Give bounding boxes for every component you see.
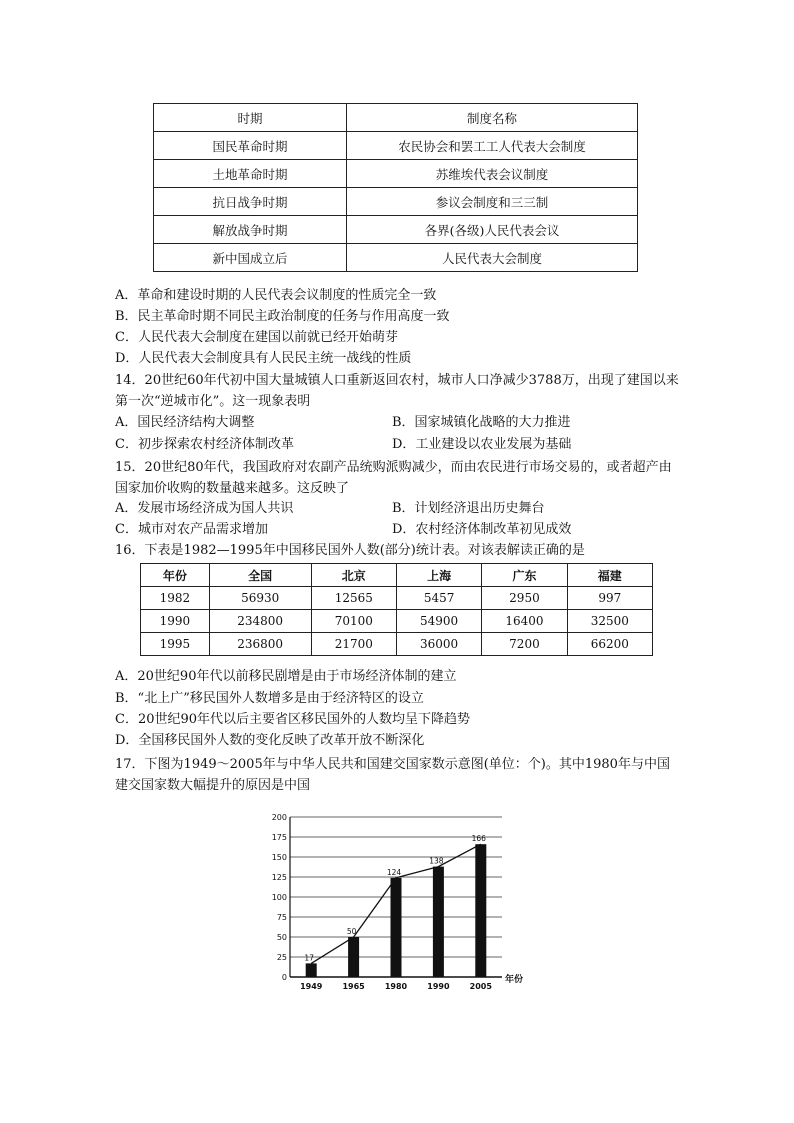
table-header-cell: 广东 [482, 564, 567, 587]
table-cell: 236800 [209, 633, 311, 656]
y-tick-label: 175 [271, 833, 287, 842]
x-tick-label: 1965 [342, 982, 365, 991]
y-tick-label: 50 [276, 933, 287, 942]
bar-1965 [348, 937, 359, 977]
bar-1990 [433, 867, 444, 977]
table-cell: 1990 [141, 610, 210, 633]
q17-stem: 17．下图为1949～2005年与中华人民共和国建交国家数示意图(单位：个)。其中1980年与中国建交国家数大幅提升的原因是中国 [115, 757, 670, 793]
table-cell: 234800 [209, 610, 311, 633]
table-header-cell: 全国 [209, 564, 311, 587]
table-cell: 土地革命时期 [154, 160, 347, 188]
y-tick-label: 150 [271, 853, 287, 862]
table-cell: 解放战争时期 [154, 216, 347, 244]
table-row [154, 132, 638, 160]
diplomatic-relations-chart [262, 808, 542, 998]
y-axis-ticks [272, 813, 287, 982]
table-cell: 56930 [209, 587, 311, 610]
q16-option-c[interactable]: C．20世纪90年代以后主要省区移民国外的人数均呈下降趋势 [115, 712, 471, 727]
q14-stem: 14．20世纪60年代初中国大量城镇人口重新返回农村，城市人口净减少3788万，出现了建国以来第一次“逆城市化”。这一现象表明 [115, 373, 679, 409]
table-row [154, 244, 638, 272]
x-axis-label: 年份 [505, 975, 524, 985]
table-row [141, 610, 653, 633]
table-cell: 5457 [396, 587, 481, 610]
q14-option-b[interactable]: B．国家城镇化战略的大力推进 [392, 415, 571, 430]
table-cell: 1995 [141, 633, 210, 656]
table-row [141, 587, 653, 610]
system-period-table [153, 103, 638, 272]
q16-option-b[interactable]: B．“北上广”移民国外人数增多是由于经济特区的设立 [115, 691, 424, 706]
table-cell: 70100 [311, 610, 396, 633]
table-cell: 人民代表大会制度 [347, 244, 638, 272]
table-cell: 54900 [396, 610, 481, 633]
q15-option-c[interactable]: C．城市对农产品需求增加 [115, 522, 268, 537]
table-header-cell: 福建 [567, 564, 652, 587]
q14-option-a[interactable]: A．国民经济结构大调整 [115, 415, 255, 430]
table-cell: 抗日战争时期 [154, 188, 347, 216]
y-tick-label: 100 [271, 893, 287, 902]
data-label: 50 [346, 927, 357, 936]
table-row [154, 160, 638, 188]
y-tick-label: 0 [281, 973, 287, 982]
data-label: 166 [471, 834, 486, 844]
table-row [141, 633, 653, 656]
table-cell: 16400 [482, 610, 567, 633]
q15-option-d[interactable]: D．农村经济体制改革初见成效 [392, 522, 572, 537]
q13-option-c[interactable]: C．人民代表大会制度在建国以前就已经开始萌芽 [115, 330, 398, 345]
table-header-cell: 上海 [396, 564, 481, 587]
q16-option-a[interactable]: A．20世纪90年代以前移民剧增是由于市场经济体制的建立 [115, 669, 457, 684]
q15-option-a[interactable]: A．发展市场经济成为国人共识 [115, 501, 294, 516]
table-row [154, 188, 638, 216]
table-cell: 国民革命时期 [154, 132, 347, 160]
table-cell: 2950 [482, 587, 567, 610]
table-header-cell: 北京 [311, 564, 396, 587]
q13-option-b[interactable]: B．民主革命时期不同民主政治制度的任务与作用高度一致 [115, 309, 450, 324]
table-cell: 7200 [482, 633, 567, 656]
q15-stem: 15．20世纪80年代，我国政府对农副产品统购派购减少，而由农民进行市场交易的，或者超产由国家加价收购的数量越来越多。这反映了 [115, 460, 672, 496]
q14-option-d[interactable]: D．工业建设以农业发展为基础 [392, 437, 572, 452]
bar-1980 [391, 878, 402, 977]
table-cell: 12565 [311, 587, 396, 610]
bar-2005 [475, 844, 486, 977]
table-header-cell: 时期 [154, 104, 347, 132]
y-tick-label: 25 [276, 953, 287, 962]
x-tick-label: 1980 [384, 982, 408, 991]
table-cell: 新中国成立后 [154, 244, 347, 272]
x-tick-label: 1949 [300, 982, 323, 991]
q16-stem: 16．下表是1982—1995年中国移民国外人数(部分)统计表。对该表解读正确的是 [115, 543, 585, 558]
table-header-row [141, 564, 653, 587]
data-label: 17 [304, 953, 314, 963]
q14-option-c[interactable]: C．初步探索农村经济体制改革 [115, 437, 294, 452]
emigration-table [140, 563, 653, 656]
y-tick-label: 75 [276, 913, 287, 922]
table-cell: 1982 [141, 587, 210, 610]
table-cell: 农民协会和罢工工人代表大会制度 [347, 132, 638, 160]
table-cell: 苏维埃代表会议制度 [347, 160, 638, 188]
q13-option-d[interactable]: D．人民代表大会制度具有人民民主统一战线的性质 [115, 351, 412, 366]
table-cell: 32500 [567, 610, 652, 633]
table-cell: 66200 [567, 633, 652, 656]
q15-option-b[interactable]: B．计划经济退出历史舞台 [392, 501, 545, 516]
q16-option-d[interactable]: D．全国移民国外人数的变化反映了改革开放不断深化 [115, 733, 425, 748]
q13-option-a[interactable]: A．革命和建设时期的人民代表会议制度的性质完全一致 [115, 288, 437, 303]
x-tick-label: 2005 [469, 982, 492, 991]
table-header-cell: 制度名称 [347, 104, 638, 132]
table-cell: 21700 [311, 633, 396, 656]
table-row [154, 216, 638, 244]
table-header-row [154, 104, 638, 132]
y-tick-label: 200 [271, 813, 287, 822]
x-tick-label: 1990 [427, 982, 450, 991]
data-label: 138 [429, 856, 444, 866]
data-label: 124 [386, 867, 402, 877]
y-tick-label: 125 [271, 873, 287, 882]
x-axis-ticks [300, 982, 492, 991]
table-cell: 参议会制度和三三制 [347, 188, 638, 216]
table-cell: 36000 [396, 633, 481, 656]
bar-1949 [306, 963, 317, 977]
table-header-cell: 年份 [141, 564, 210, 587]
table-cell: 997 [567, 587, 652, 610]
table-cell: 各界(各级)人民代表会议 [347, 216, 638, 244]
